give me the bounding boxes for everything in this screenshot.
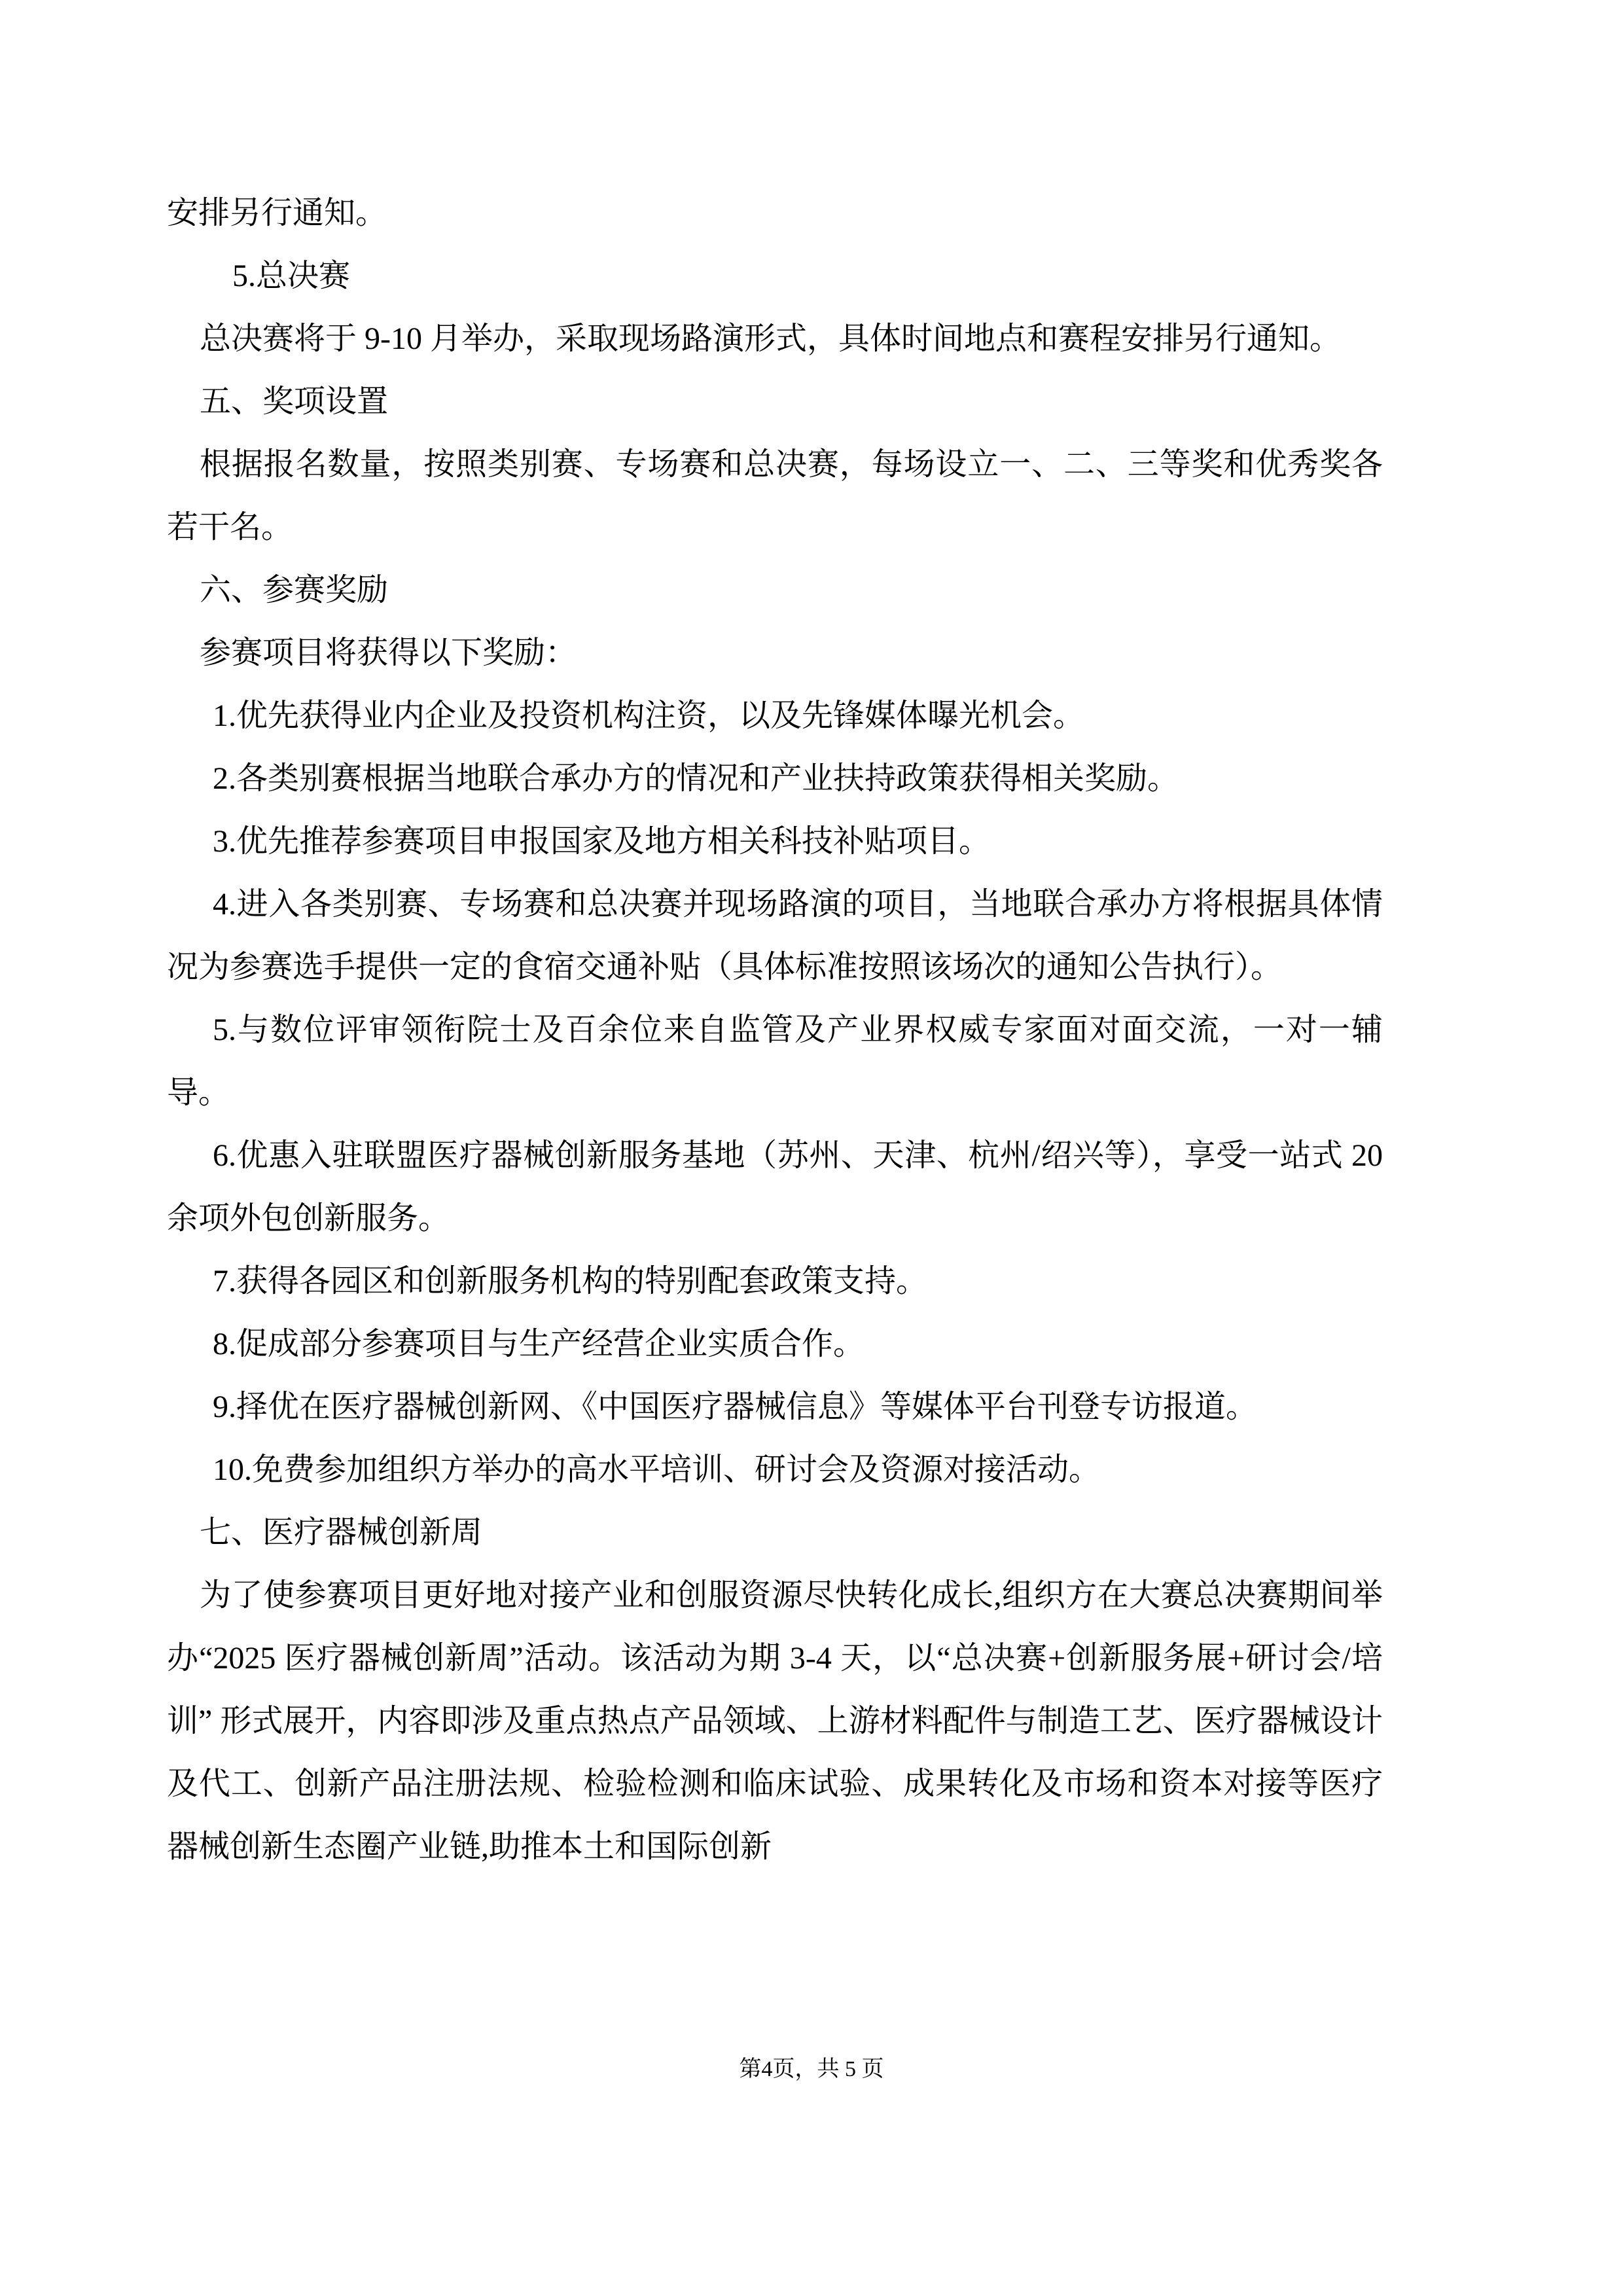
paragraph-incentives-intro: 参赛项目将获得以下奖励： [200,636,577,670]
list-text: 总决赛 [256,259,351,293]
list-number: 2. [213,761,236,796]
list-text: 优惠入驻联盟医疗器械创新服务基地（苏州、天津、杭州/绍兴等），享受一站式 20 余项外包创新服务。 [167,1138,1383,1236]
paragraph-continuation: 安排另行通知。 [167,196,387,230]
list-item-10 [167,1439,1383,1501]
list-item-9 [167,1376,1383,1439]
list-number: 5. [213,1013,236,1047]
numbered-subheading-finals [167,245,1383,308]
list-number: 10. [213,1452,252,1487]
list-item-2 [167,747,1383,810]
paragraph-finals-schedule: 总决赛将于 9-10 月举办，采取现场路演形式，具体时间地点和赛程安排另行通知。 [200,321,1341,356]
section-heading-innovation-week: 七、医疗器械创新周 [200,1515,483,1550]
list-text: 与数位评审领衔院士及百余位来自监管及产业界权威专家面对面交流，一对一辅导。 [167,1013,1383,1110]
list-text: 免费参加组织方举办的高水平培训、研讨会及资源对接活动。 [252,1452,1101,1487]
list-number: 1. [213,698,236,733]
list-number: 3. [213,824,236,859]
list-item-4 [167,873,1383,999]
list-text: 获得各园区和创新服务机构的特别配套政策支持。 [236,1264,928,1299]
list-item-7 [167,1250,1383,1313]
paragraph-awards: 根据报名数量，按照类别赛、专场赛和总决赛，每场设立一、二、三等奖和优秀奖各若干名。 [167,447,1383,545]
list-text: 择优在医疗器械创新网、《中国医疗器械信息》等媒体平台刊登专访报道。 [236,1390,1258,1424]
list-item-6 [167,1124,1383,1250]
list-number: 9. [213,1390,236,1424]
list-item-8 [167,1313,1383,1376]
list-number: 4. [213,887,236,922]
list-text: 优先获得业内企业及投资机构注资，以及先锋媒体曝光机会。 [236,698,1085,733]
list-number: 6. [213,1138,236,1173]
list-number: 8. [213,1327,236,1361]
list-text: 促成部分参赛项目与生产经营企业实质合作。 [236,1327,865,1361]
list-text: 优先推荐参赛项目申报国家及地方相关科技补贴项目。 [236,824,991,859]
list-text: 进入各类别赛、专场赛和总决赛并现场路演的项目，当地联合承办方将根据具体情况为参赛选手提供一定的食宿交通补贴（具体标准按照该场次的通知公告执行）。 [167,887,1383,984]
list-number: 5. [232,259,256,293]
document-body [167,182,1383,1878]
section-heading-awards: 五、奖项设置 [200,384,389,419]
list-text: 各类别赛根据当地联合承办方的情况和产业扶持政策获得相关奖励。 [236,761,1179,796]
list-number: 7. [213,1264,236,1299]
list-item-3 [167,810,1383,873]
paragraph-innovation-week: 为了使参赛项目更好地对接产业和创服资源尽快转化成长,组织方在大赛总决赛期间举办“2025 医疗器械创新周”活动。该活动为期 3-4 天，以“总决赛+创新服务展+研讨会/培训” 形式展开，内容即涉及重点热点产品领域、上游材料配件与制造工艺、医疗器械设计及代工、创新产品注册法规、检验检测和临床试验、成果转化及市场和资本对接等医疗器械创新生态圈产业链,助推本土和国际创新 [167,1578,1383,1864]
section-heading-incentives: 六、参赛奖励 [200,573,389,607]
list-item-1 [167,685,1383,747]
list-item-5 [167,999,1383,1124]
page-footer: 第4页，共 5 页 [739,2057,884,2081]
